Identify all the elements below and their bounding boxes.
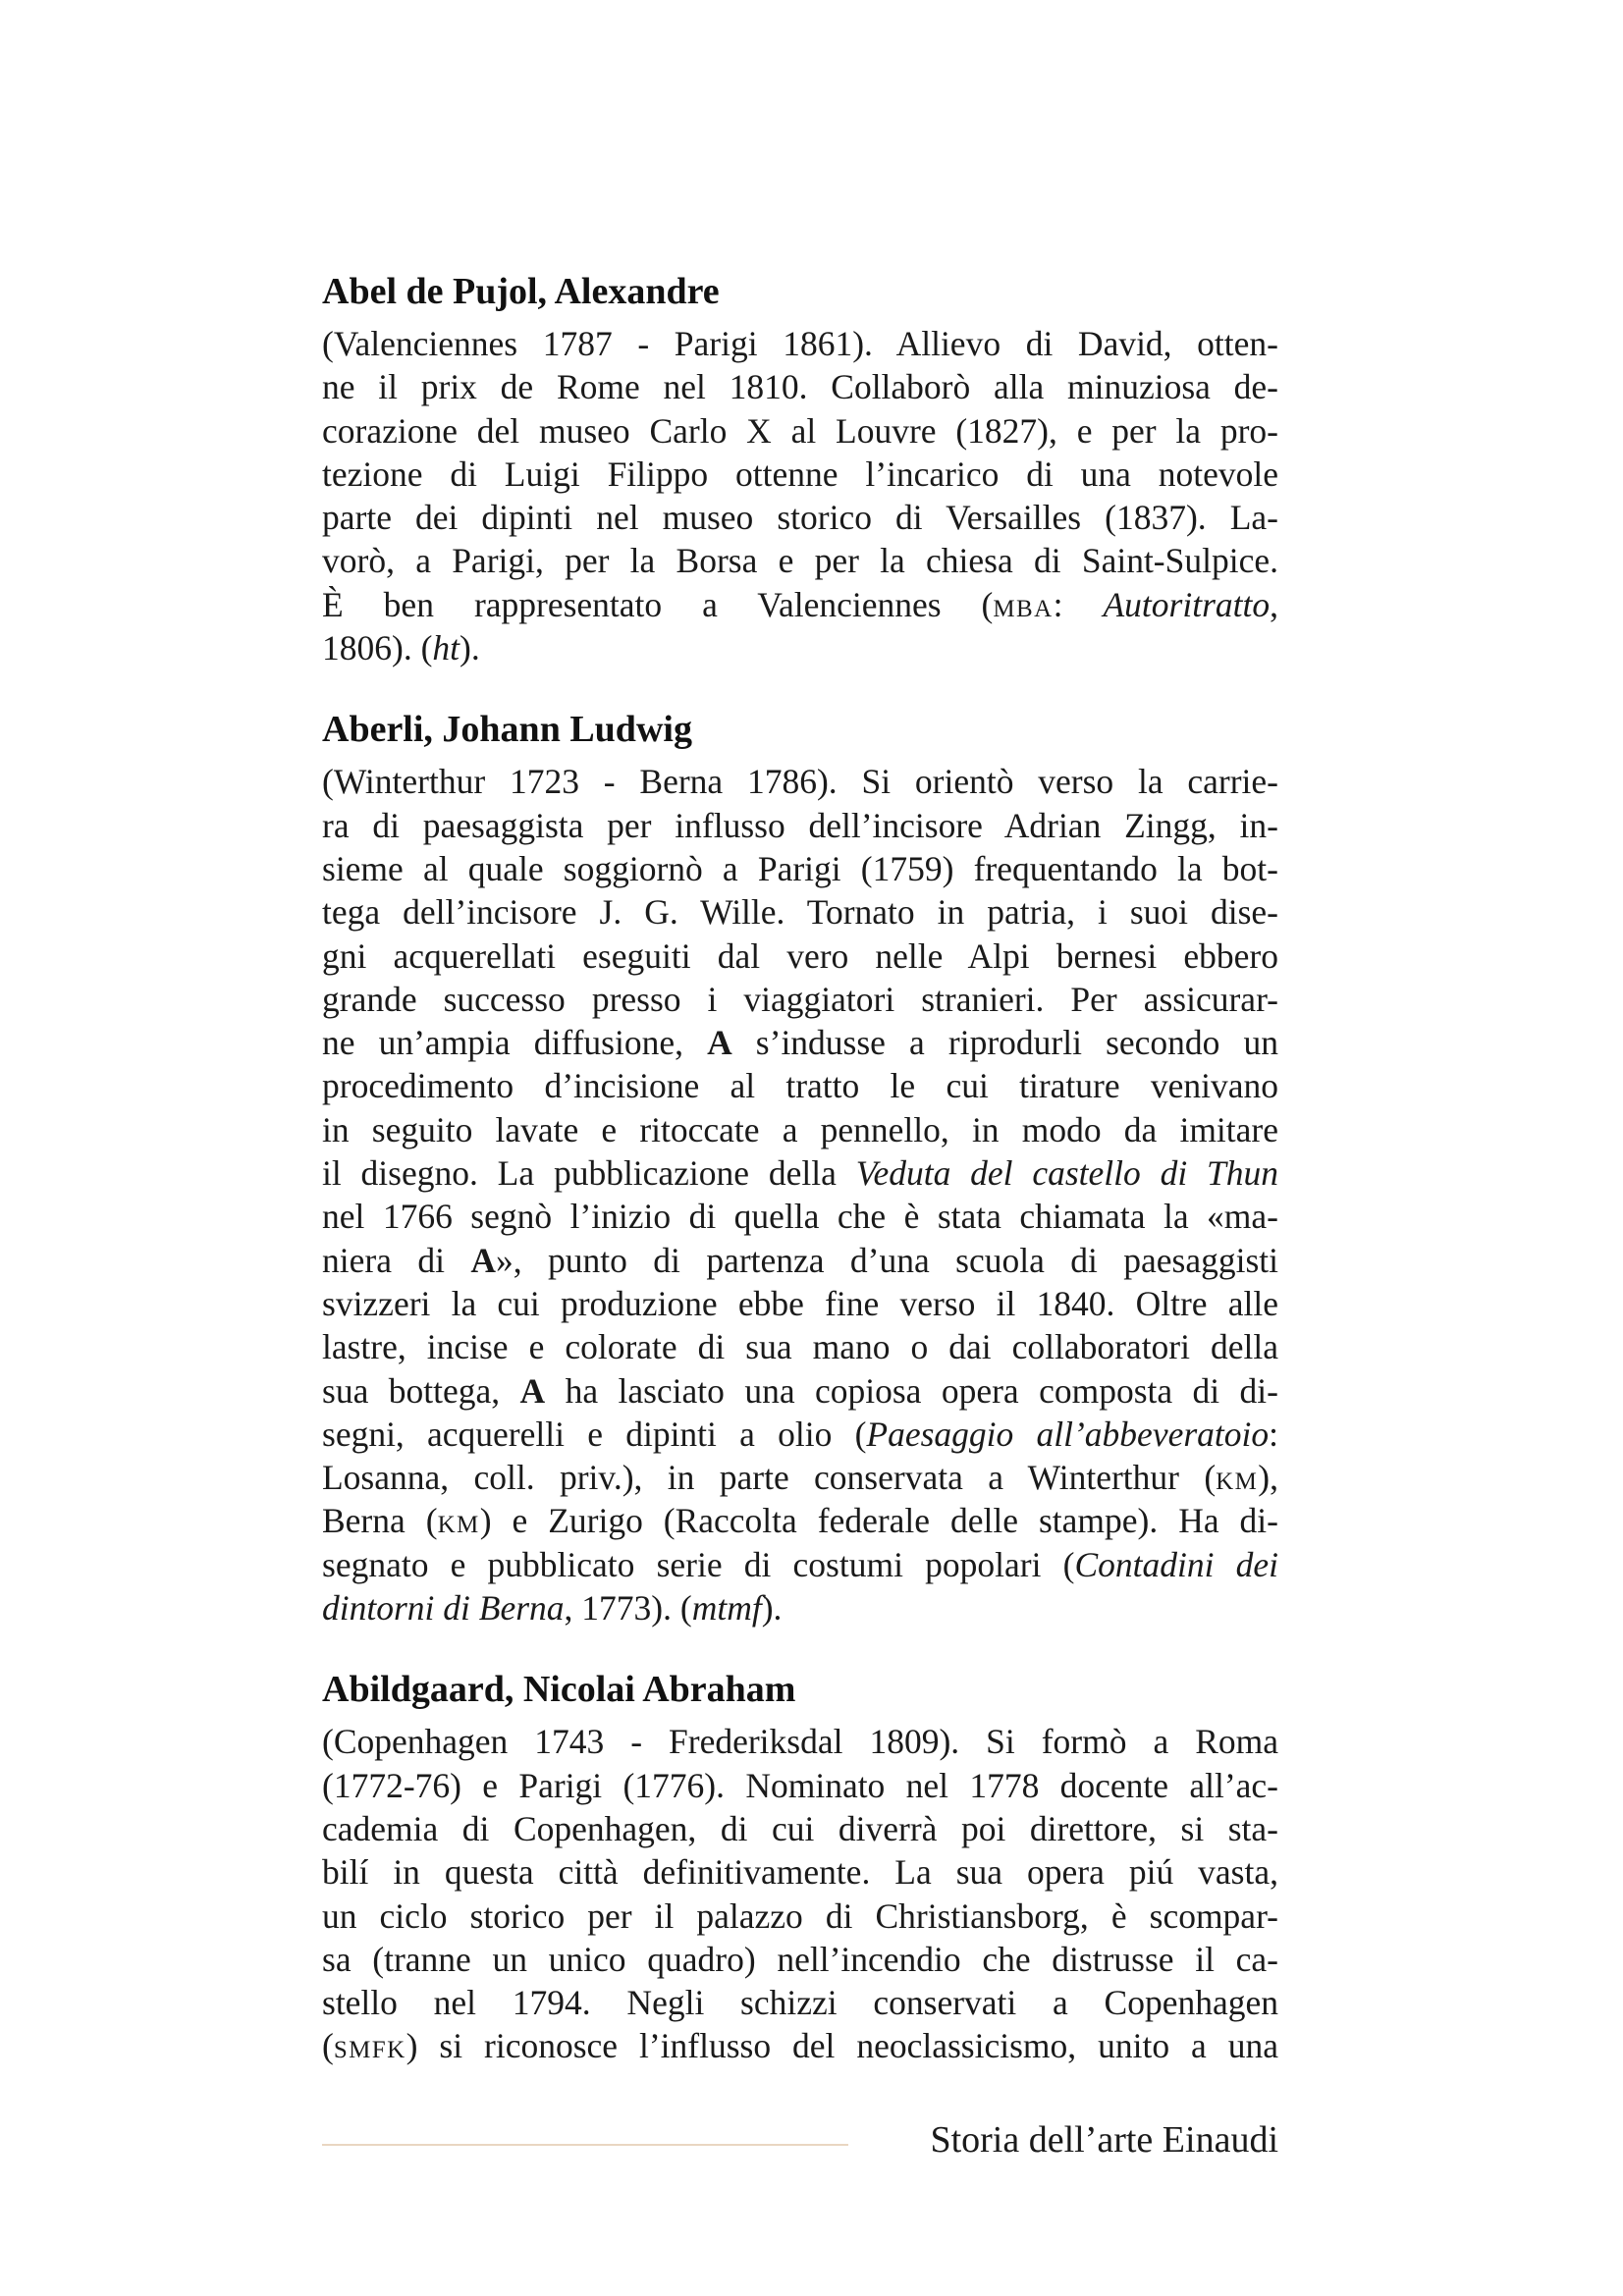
text-line (322, 1239, 1278, 1282)
text-run: vorò, a Parigi, per la Borsa e per la chiesa di Saint-Sulpice. (322, 541, 1278, 581)
text-line (322, 409, 1278, 453)
text-run: , 1773). ( (564, 1588, 692, 1629)
text-run: , (1270, 584, 1278, 624)
text-run: stello nel 1794. Negli schizzi conservati a Copenhagen (322, 1983, 1278, 2023)
text-run: s’indusse a riprodurli secondo un (731, 1023, 1278, 1063)
collection-abbrev: mba (993, 584, 1054, 624)
text-line (322, 626, 1278, 669)
entry-name: Abildgaard, Nicolai Abraham (322, 1669, 796, 1711)
text-run: 1806). ( (322, 628, 433, 668)
footer-title: Storia dell’arte Einaudi (930, 2119, 1278, 2161)
text-run: sa (tranne un unico quadro) nell’incendio che distrusse il ca- (322, 1939, 1278, 1979)
text-run: ) si riconosce l’influsso del neoclassicismo, unito a una (406, 2026, 1278, 2066)
text-run: tega dell’incisore J. G. Wille. Tornato in patria, i suoi dise- (322, 892, 1278, 933)
entry-name: Aberli, Johann Ludwig (322, 709, 692, 751)
text-line (322, 890, 1278, 934)
entry-body (322, 322, 1278, 669)
text-run: procedimento d’incisione al tratto le cui tirature venivano (322, 1066, 1278, 1106)
text-line (322, 1586, 1278, 1629)
text-run: gni acquerellati eseguiti dal vero nelle Alpi bernesi ebbero (322, 935, 1278, 976)
bold-abbrev: A (470, 1240, 497, 1280)
text-line (322, 1195, 1278, 1238)
text-line (322, 1764, 1278, 1807)
text-line (322, 453, 1278, 496)
bold-abbrev: A (707, 1023, 732, 1063)
text-column (322, 265, 1278, 2102)
dictionary-entry (322, 703, 1278, 1629)
bold-abbrev: A (519, 1370, 546, 1411)
italic-text: dintorni di Berna (322, 1588, 565, 1629)
text-line (322, 1895, 1278, 1938)
text-run: (Copenhagen 1743 - Frederiksdal 1809). Si formò a Roma (322, 1722, 1278, 1762)
text-line (322, 1064, 1278, 1107)
text-line (322, 1108, 1278, 1151)
text-line (322, 1938, 1278, 1981)
text-run: Losanna, coll. priv.), in parte conservata a Winterthur ( (322, 1458, 1217, 1498)
text-run: un ciclo storico per il palazzo di Christiansborg, è scompar- (322, 1896, 1278, 1936)
text-line (322, 496, 1278, 539)
text-run: : (1269, 1414, 1278, 1454)
italic-text: ht (432, 628, 460, 668)
text-run: sieme al quale soggiornò a Parigi (1759) frequentando la bot- (322, 848, 1278, 888)
text-run: grande successo presso i viaggiatori stranieri. Per assicurar- (322, 979, 1278, 1019)
text-run: È ben rappresentato a Valenciennes ( (322, 584, 994, 624)
collection-abbrev: smfk (333, 2026, 406, 2066)
text-line (322, 322, 1278, 365)
text-run: segni, acquerelli e dipinti a olio ( (322, 1414, 867, 1454)
text-run: (Winterthur 1723 - Berna 1786). Si orientò verso la carrie- (322, 762, 1278, 802)
dictionary-entry (322, 265, 1278, 669)
text-line (322, 1413, 1278, 1456)
text-run: tezione di Luigi Filippo ottenne l’incarico di una notevole (322, 454, 1278, 494)
text-run: svizzeri la cui produzione ebbe fine verso il 1840. Oltre alle (322, 1283, 1278, 1323)
text-run: ne il prix de Rome nel 1810. Collaborò alla minuziosa de- (322, 367, 1278, 407)
text-line (322, 978, 1278, 1021)
italic-text: Autoritratto (1103, 584, 1271, 624)
text-run: (Valenciennes 1787 - Parigi 1861). Allievo di David, otten- (322, 324, 1278, 363)
text-line (322, 1456, 1278, 1499)
text-run: nel 1766 segnò l’inizio di quella che è stata chiamata la «ma- (322, 1197, 1278, 1237)
text-line (322, 583, 1278, 626)
text-run: (1772-76) e Parigi (1776). Nominato nel 1778 docente all’ac- (322, 1765, 1278, 1805)
text-run: bilí in questa città definitivamente. La sua opera piú vasta, (322, 1852, 1278, 1893)
text-run: Berna ( (322, 1501, 438, 1541)
text-line (322, 2024, 1278, 2067)
text-run: niera di (322, 1240, 471, 1280)
entry-body (322, 1720, 1278, 2067)
text-run: il disegno. La pubblicazione della (322, 1153, 856, 1194)
text-line (322, 1369, 1278, 1413)
text-run: ra di paesaggista per influsso dell’incisore Adrian Zingg, in- (322, 805, 1278, 845)
entry-body (322, 760, 1278, 1629)
text-run: ), (1258, 1458, 1278, 1498)
entry-name: Abel de Pujol, Alexandre (322, 271, 720, 312)
italic-text: Contadini dei (1074, 1544, 1278, 1584)
text-run: sua bottega, (322, 1370, 520, 1411)
text-line (322, 1021, 1278, 1064)
text-run: ne un’ampia diffusione, (322, 1023, 708, 1063)
text-run: in seguito lavate e ritoccate a pennello, in modo da imitare (322, 1109, 1278, 1149)
text-run: ). (460, 628, 480, 668)
text-line (322, 760, 1278, 803)
italic-text: mtmf (691, 1588, 762, 1629)
collection-abbrev: km (437, 1501, 480, 1541)
collection-abbrev: km (1216, 1458, 1259, 1498)
text-run: segnato e pubblicato serie di costumi popolari ( (322, 1544, 1075, 1584)
text-run: ( (322, 2026, 334, 2066)
text-run: : (1053, 584, 1104, 624)
text-line (322, 1543, 1278, 1586)
text-line (322, 1499, 1278, 1542)
text-line (322, 539, 1278, 582)
text-line (322, 1807, 1278, 1850)
italic-text: Paesaggio all’abbeveratoio (866, 1414, 1270, 1454)
text-run: », punto di partenza d’una scuola di paesaggisti (496, 1240, 1279, 1280)
text-run: cademia di Copenhagen, di cui diverrà poi direttore, si sta- (322, 1808, 1278, 1848)
text-run: ). (761, 1588, 783, 1629)
text-run: ) e Zurigo (Raccolta federale delle stampe). Ha di- (479, 1501, 1278, 1541)
text-line (322, 804, 1278, 847)
text-run: ha lasciato una copiosa opera composta di di- (545, 1370, 1278, 1411)
text-line (322, 1282, 1278, 1325)
page-footer (322, 2110, 1278, 2169)
text-line (322, 1981, 1278, 2024)
italic-text: Veduta del castello di Thun (855, 1153, 1279, 1194)
dictionary-entry (322, 1663, 1278, 2067)
text-line (322, 847, 1278, 890)
text-line (322, 1850, 1278, 1894)
text-run: parte dei dipinti nel museo storico di Versailles (1837). La- (322, 498, 1278, 538)
footer-rule (322, 2144, 848, 2146)
text-run: lastre, incise e colorate di sua mano o dai collaboratori della (322, 1327, 1278, 1367)
text-line (322, 1151, 1278, 1195)
text-line (322, 1720, 1278, 1763)
text-line (322, 1325, 1278, 1368)
text-line (322, 934, 1278, 978)
text-line (322, 365, 1278, 408)
text-run: corazione del museo Carlo X al Louvre (1827), e per la pro- (322, 410, 1278, 451)
